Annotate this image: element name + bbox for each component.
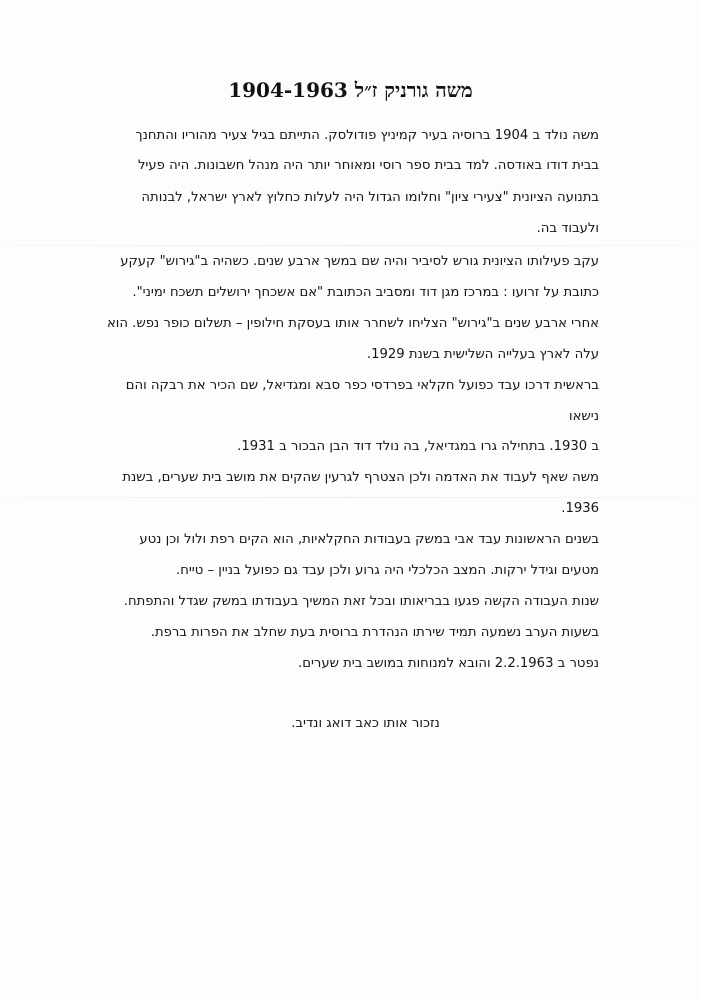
paper-fold-line xyxy=(0,497,701,498)
body-line: משה נולד ב 1904 ברוסיה בעיר קמיניץ פודולסק. התייתם בגיל צעיר מהוריו והתחנך xyxy=(135,128,599,143)
body-line: נפטר ב 2.2.1963 והובא למנוחות במושב בית שערים. xyxy=(298,656,599,671)
body-line: בשנים הראשונות עבד אבי במשק בעבודות החקלאיות, הוא הקים רפת ולול וכן נטע xyxy=(139,532,599,547)
body-line: בבית דודו באודסה. למד בבית ספר רוסי ומאוחר יותר היה מנהל חשבונות. היה פעיל xyxy=(137,158,599,173)
body-line: בשעות הערב נשמעה תמיד שירתו הנהדרת ברוסית בעת שחלב את הפרות ברפת. xyxy=(150,625,599,640)
closing-line: נזכור אותו כאב דואג ונדיב. xyxy=(291,716,440,731)
page-title: משה גורניק ז״ל 1904-1963 xyxy=(228,78,473,102)
body-line: אחרי ארבע שנים ב"גירוש" הצליחו לשחרר אותו בעסקת חילופין – תשלום כופר נפש. הוא xyxy=(106,316,599,331)
body-line: כתובת על זרועו : במרכז מגן דוד ומסביב הכתובת "אם אשכחך ירושלים תשכח ימיני". xyxy=(132,285,599,300)
body-line: נישאו xyxy=(569,409,599,424)
body-line: בתנועה הציונית "צעירי ציון" וחלומו הגדול היה לעלות כחלוץ לארץ ישראל, לבנותה xyxy=(141,190,599,205)
body-line: 1936. xyxy=(561,501,599,516)
body-line: ב 1930. בתחילה גרו במגדיאל, בה נולד דוד הבן הבכור ב 1931. xyxy=(237,439,599,454)
body-line: משה שאף לעבוד את האדמה ולכן הצטרף לגרעין שהקים את מושב בית שערים, בשנת xyxy=(122,470,599,485)
body-line: עקב פעילותו הציונית גורש לסיביר והיה שם במשך ארבע שנים. כשהיה ב"גירוש" קעקע xyxy=(120,254,599,269)
body-line: מטעים וגידל ירקות. המצב הכלכלי היה גרוע ולכן עבד גם כפועל בניין – טייח. xyxy=(176,563,599,578)
body-line: שנות העבודה הקשה פגעו בבריאותו ובכל זאת המשיך בעבודתו במשק שגדל והתפתח. xyxy=(123,594,599,609)
body-line: עלה לארץ בעלייה השלישית בשנת 1929. xyxy=(366,347,599,362)
body-line: ולעבוד בה. xyxy=(536,221,599,236)
paper-fold-line xyxy=(0,245,701,246)
body-line: בראשית דרכו עבד כפועל חקלאי בפרדסי כפר סבא ומגדיאל, שם הכיר את רבקה והם xyxy=(125,378,599,393)
